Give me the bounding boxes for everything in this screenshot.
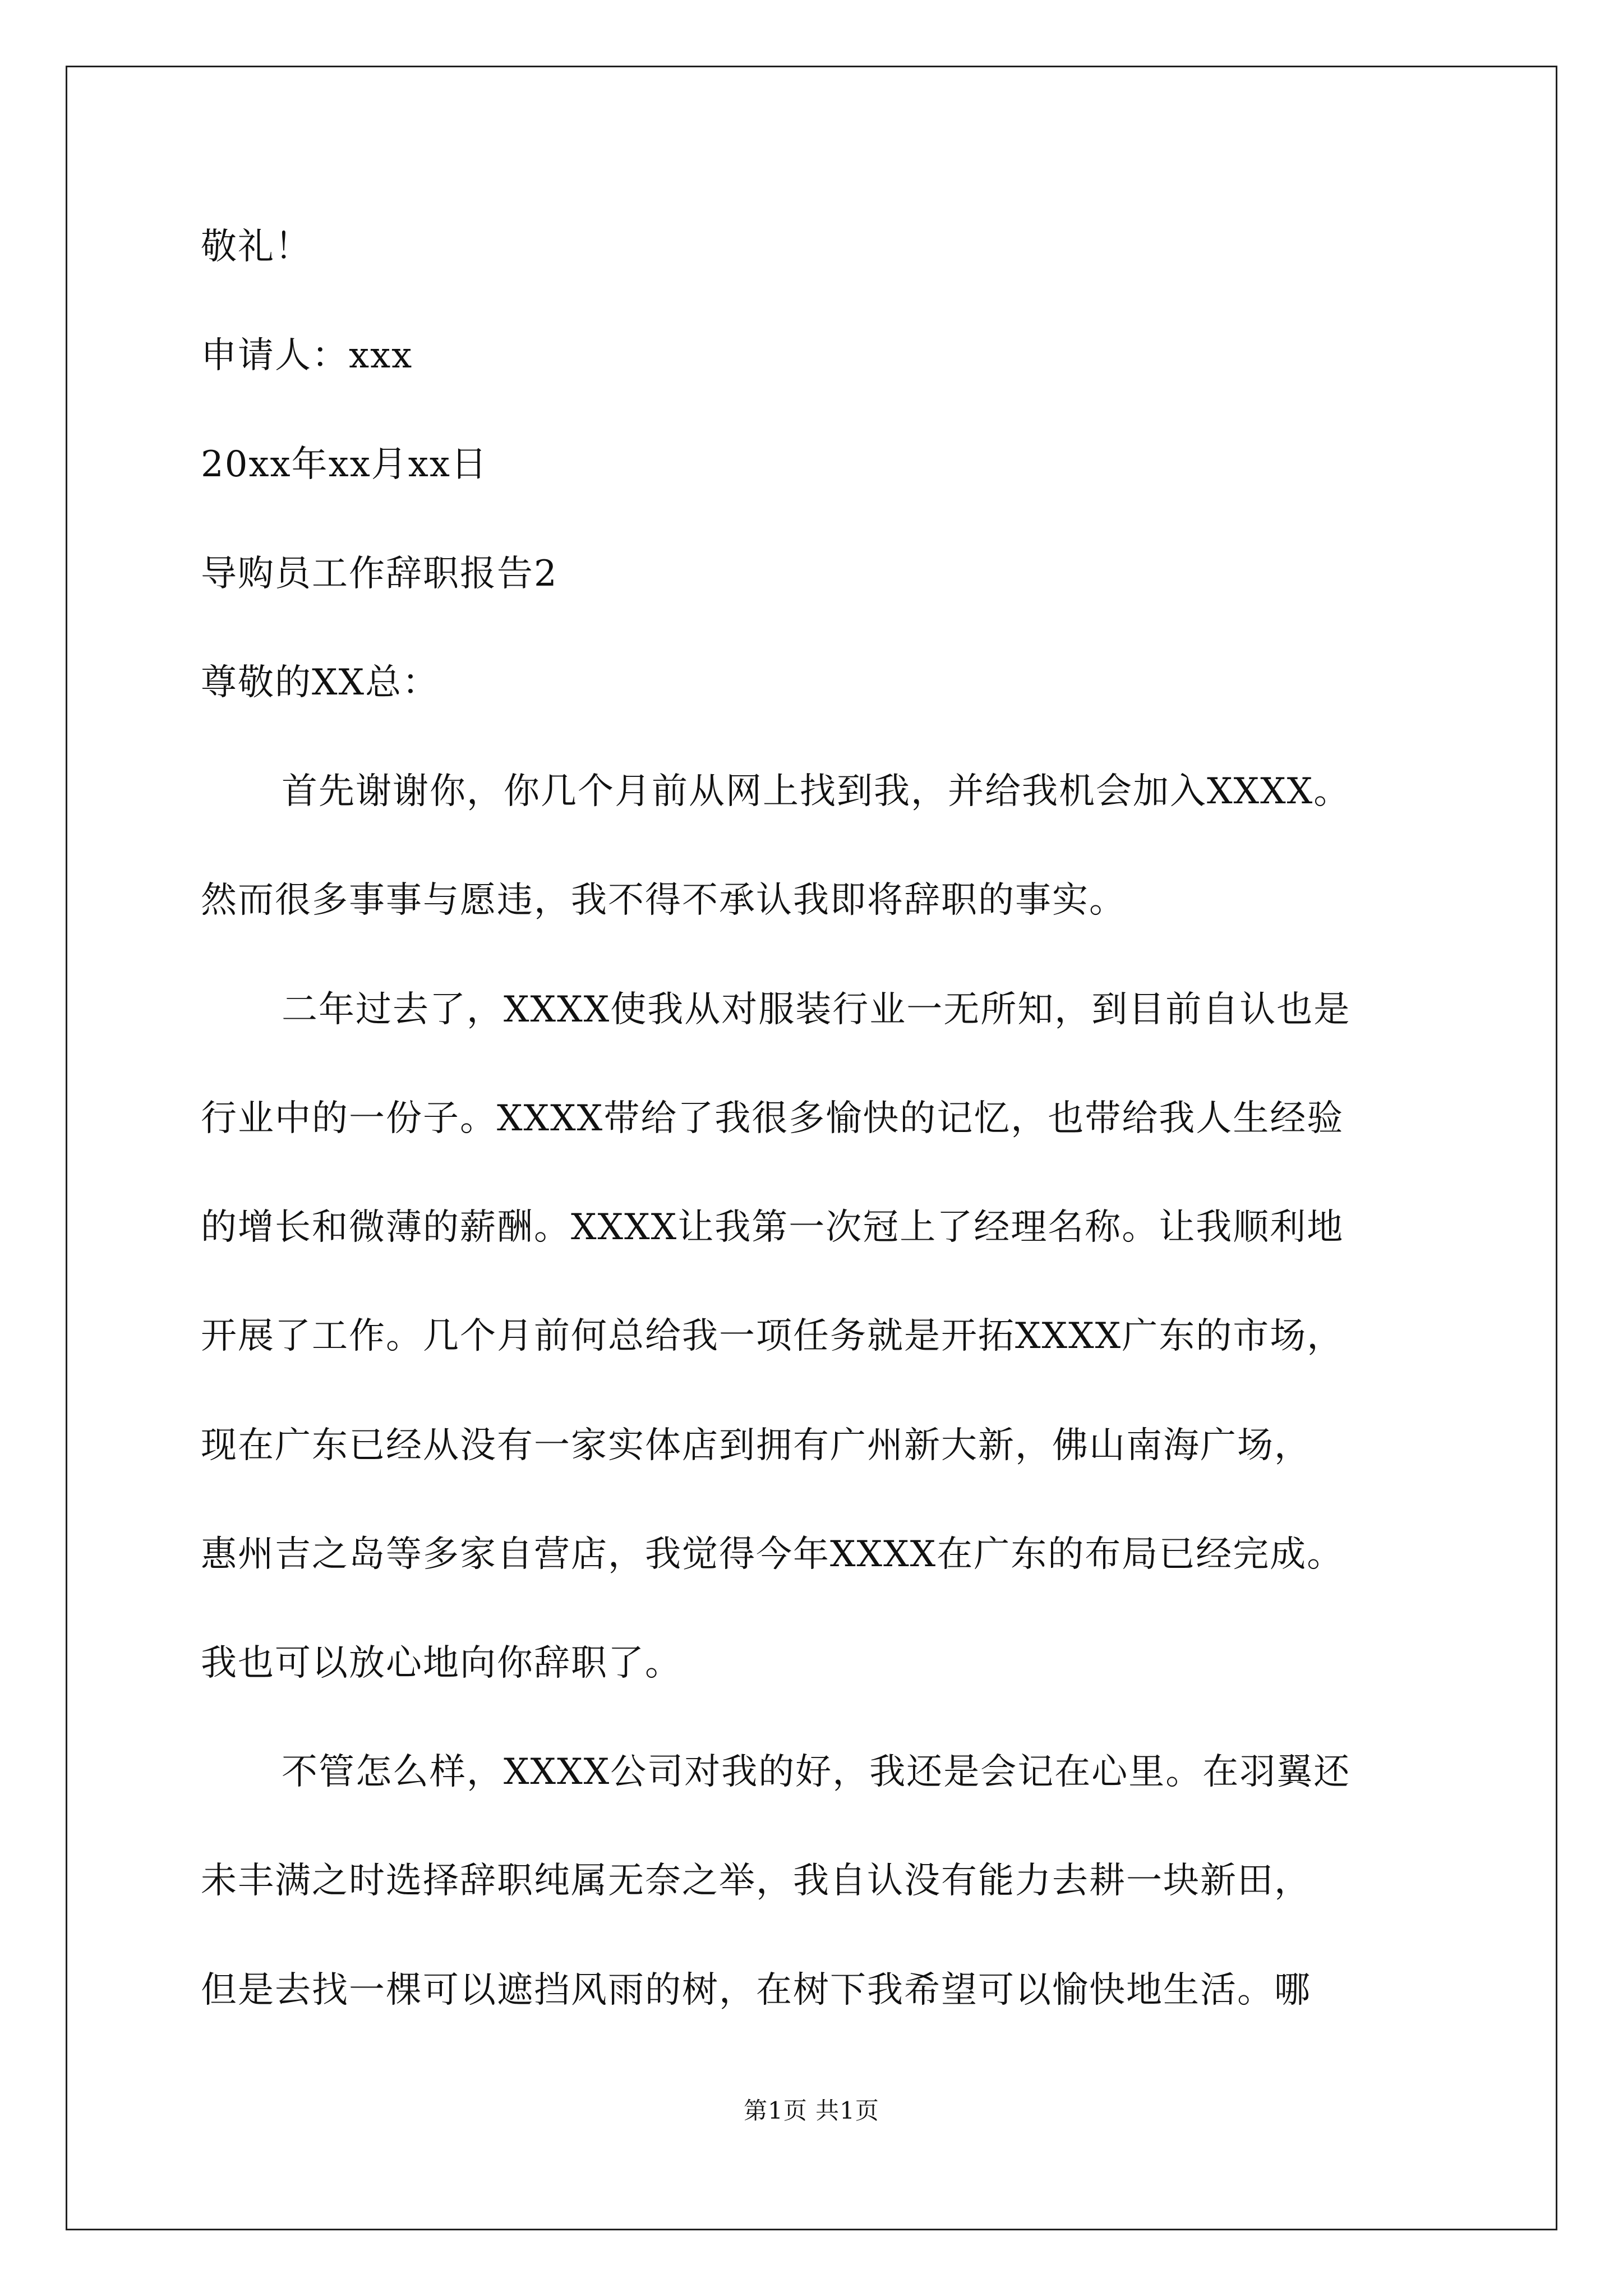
letter-title: 导购员工作辞职报告2 (201, 553, 558, 595)
body-line: 惠州吉之岛等多家自营店，我觉得今年XXXX在广东的布局已经完成。 (201, 1534, 1344, 1575)
body-line: 我也可以放心地向你辞职了。 (201, 1642, 682, 1684)
applicant-line: 申请人：xxx (201, 335, 413, 376)
body-line: 但是去找一棵可以遮挡风雨的树，在树下我希望可以愉快地生活。哪 (201, 1970, 1311, 2011)
letter-greeting: 尊敬的XX总： (201, 662, 440, 703)
date-line: 20xx年xx月xx日 (201, 444, 488, 485)
closing-salutation: 敬礼！ (201, 226, 312, 268)
body-line: 开展了工作。几个月前何总给我一项任务就是开拓XXXX广东的市场， (201, 1315, 1344, 1357)
body-line: 未丰满之时选择辞职纯属无奈之举，我自认没有能力去耕一块新田， (201, 1860, 1311, 1902)
body-line: 现在广东已经从没有一家实体店到拥有广州新大新，佛山南海广场， (201, 1425, 1311, 1466)
body-line: 的增长和微薄的薪酬。XXXX让我第一次冠上了经理名称。让我顺利地 (201, 1207, 1344, 1248)
body-line: 行业中的一份子。XXXX带给了我很多愉快的记忆，也带给我人生经验 (201, 1098, 1344, 1139)
page-footer: 第1页 共1页 (744, 2097, 879, 2124)
page-border (66, 66, 1557, 2230)
body-line: 二年过去了，XXXX使我从对服装行业一无所知，到目前自认也是 (282, 989, 1351, 1030)
body-line: 首先谢谢你，你几个月前从网上找到我，并给我机会加入XXXX。 (282, 771, 1351, 812)
body-line: 然而很多事事与愿违，我不得不承认我即将辞职的事实。 (201, 880, 1126, 921)
body-line: 不管怎么样，XXXX公司对我的好，我还是会记在心里。在羽翼还 (282, 1751, 1351, 1793)
